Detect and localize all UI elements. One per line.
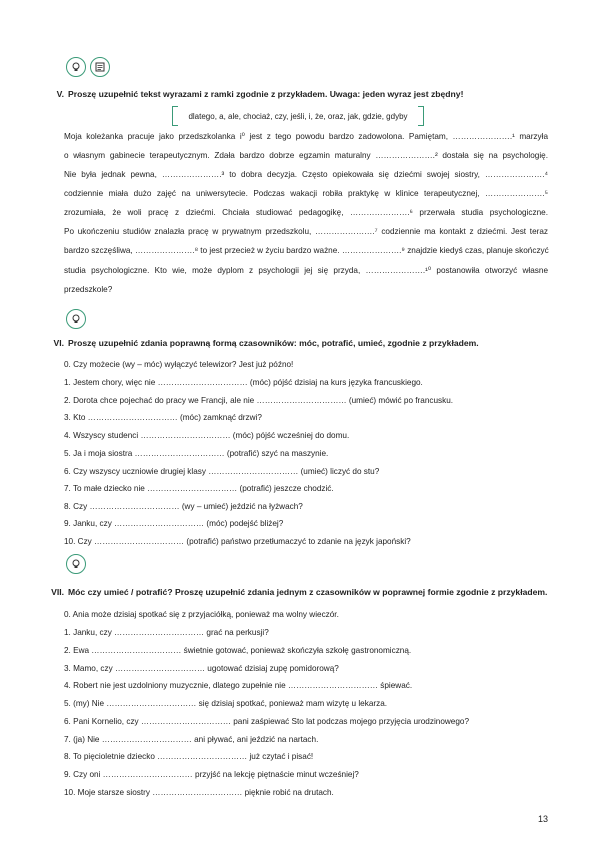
section-instruction: Proszę uzupełnić zdania poprawną formą czasowników: móc, potrafić, umieć, zgodnie z przykładem. <box>68 338 479 348</box>
exercise-item: 5. Ja i moja siostra …………………………… (potrafić) szyć na maszynie. <box>64 449 329 458</box>
paragraph-line: Nie była jednak pewna, ………………….³ to dobra decyzja. Często opiekowała się dziećmi swojej siostry, ………………….⁴ <box>64 170 548 179</box>
exercise-item: 2. Dorota chce pojechać do pracy we Francji, ale nie …………………………… (umieć) mówić po francusku. <box>64 396 454 405</box>
bracket-left <box>172 106 178 126</box>
section-instruction: Proszę uzupełnić tekst wyrazami z ramki zgodnie z przykładem. Uwaga: jeden wyraz jest zbędny! <box>68 89 464 99</box>
exercise-item: 8. To pięcioletnie dziecko …………………………… już czytać i pisać! <box>64 752 314 761</box>
paragraph-line: bardzo szczęśliwa, ………………….⁸ to jest przecież w życiu bardzo ważne. ………………….⁹ znajdzie kiedyś czas, planuje skończyć <box>64 246 549 255</box>
section-6-heading <box>38 338 560 348</box>
exercise-item: 5. (my) Nie …………………………… się dzisiaj spotkać, ponieważ mam wizytę u lekarza. <box>64 699 388 708</box>
exercise-item: 2. Ewa …………………………… świetnie gotować, ponieważ skończyła szkołę gastronomiczną. <box>64 646 412 655</box>
paragraph-line: codziennie miała dużo zajęć na uniwersytecie. Podczas wakacji robiła praktykę w klinice terapeutycznej, ………………….⁵ <box>64 189 548 198</box>
exercise-item: 9. Czy oni …………………………… przyjść na lekcję piętnaście minut wcześniej? <box>64 770 359 779</box>
exercise-item: 3. Kto …………………………… (móc) zamknąć drzwi? <box>64 413 262 422</box>
exercise-item: 4. Robert nie jest uzdolniony muzycznie, dlatego zupełnie nie …………………………… śpiewać. <box>64 681 413 690</box>
paragraph-line: o własnym gabinecie terapeutycznym. Zdała bardzo dobrze egzamin maturalny ………………….² dostała się na psychologię. <box>64 151 548 160</box>
exercise-item: 7. To małe dziecko nie …………………………… (potrafić) jeszcze chodzić. <box>64 484 334 493</box>
exercise-item: 9. Janku, czy …………………………… (móc) podejść bliżej? <box>64 519 284 528</box>
exercise-item: 1. Janku, czy …………………………… grać na perkusji? <box>64 628 269 637</box>
lightbulb-icon <box>66 57 86 77</box>
exercise-item: 0. Ania może dzisiaj spotkać się z przyjaciółką, ponieważ ma wolny wieczór. <box>64 610 339 619</box>
paragraph-line: studia psychologiczne. Kto wie, może dyplom z psychologii jej się przyda, ………………….¹⁰ postanowiła otworzyć własne <box>64 266 548 275</box>
word-box-text: dlatego, a, ale, chociaż, czy, jeśli, i, że, oraz, jak, gdzie, gdyby <box>188 111 408 121</box>
exercise-item: 6. Pani Kornelio, czy …………………………… pani zaśpiewać Sto lat podczas mojego przyjęcia urodzinowego? <box>64 717 470 726</box>
lightbulb-icon <box>66 554 86 574</box>
exercise-item: 8. Czy …………………………… (wy – umieć) jeździć na łyżwach? <box>64 502 303 511</box>
section-number: VII. <box>51 587 64 597</box>
paragraph-line: Po ukończeniu studiów znalazła pracę w prywatnym przedszkolu, ………………….⁷ codziennie ma kontakt z dziećmi. Jest teraz <box>64 227 548 236</box>
exercise-item: 4. Wszyscy studenci …………………………… (móc) pójść wcześniej do domu. <box>64 431 350 440</box>
section-7-heading <box>38 587 560 597</box>
exercise-item: 1. Jestem chory, więc nie …………………………… (móc) pójść dzisiaj na kurs języka francuskiego. <box>64 378 423 387</box>
exercise-item: 10. Moje starsze siostry …………………………… pięknie robić na drutach. <box>64 788 334 797</box>
section-5-heading <box>38 89 560 99</box>
paragraph-line: przedszkole? <box>64 285 113 294</box>
paragraph-line: zrozumiała, że woli pracę z dziećmi. Chciała studiować pedagogikę, ………………….⁶ przerwała studia psychologiczne. <box>64 208 548 217</box>
paragraph-line: Moja koleżanka pracuje jako przedszkolanka i⁰ jest z tego powodu bardzo zadowolona. Pamiętam, ………………….¹ marzyła <box>64 132 548 141</box>
word-box <box>172 106 424 126</box>
section-number: V. <box>56 89 64 99</box>
notes-icon <box>90 57 110 77</box>
bracket-right <box>418 106 424 126</box>
exercise-item: 10. Czy …………………………… (potrafić) państwo przetłumaczyć to zdanie na język japoński? <box>64 537 411 546</box>
section-number: VI. <box>53 338 64 348</box>
page-number: 13 <box>538 814 549 824</box>
exercise-item: 6. Czy wszyscy uczniowie drugiej klasy …………………………… (umieć) liczyć do stu? <box>64 467 380 476</box>
lightbulb-icon <box>66 309 86 329</box>
exercise-item: 3. Mamo, czy …………………………… ugotować dzisiaj zupę pomidorową? <box>64 664 339 673</box>
exercise-item: 7. (ja) Nie …………………………… ani pływać, ani jeździć na nartach. <box>64 735 319 744</box>
exercise-item: 0. Czy możecie (wy – móc) wyłączyć telewizor? Jest już późno! <box>64 360 294 369</box>
section-instruction: Móc czy umieć / potrafić? Proszę uzupełnić zdania jednym z czasowników w poprawnej formie zgodnie z przykładem. <box>68 587 548 597</box>
